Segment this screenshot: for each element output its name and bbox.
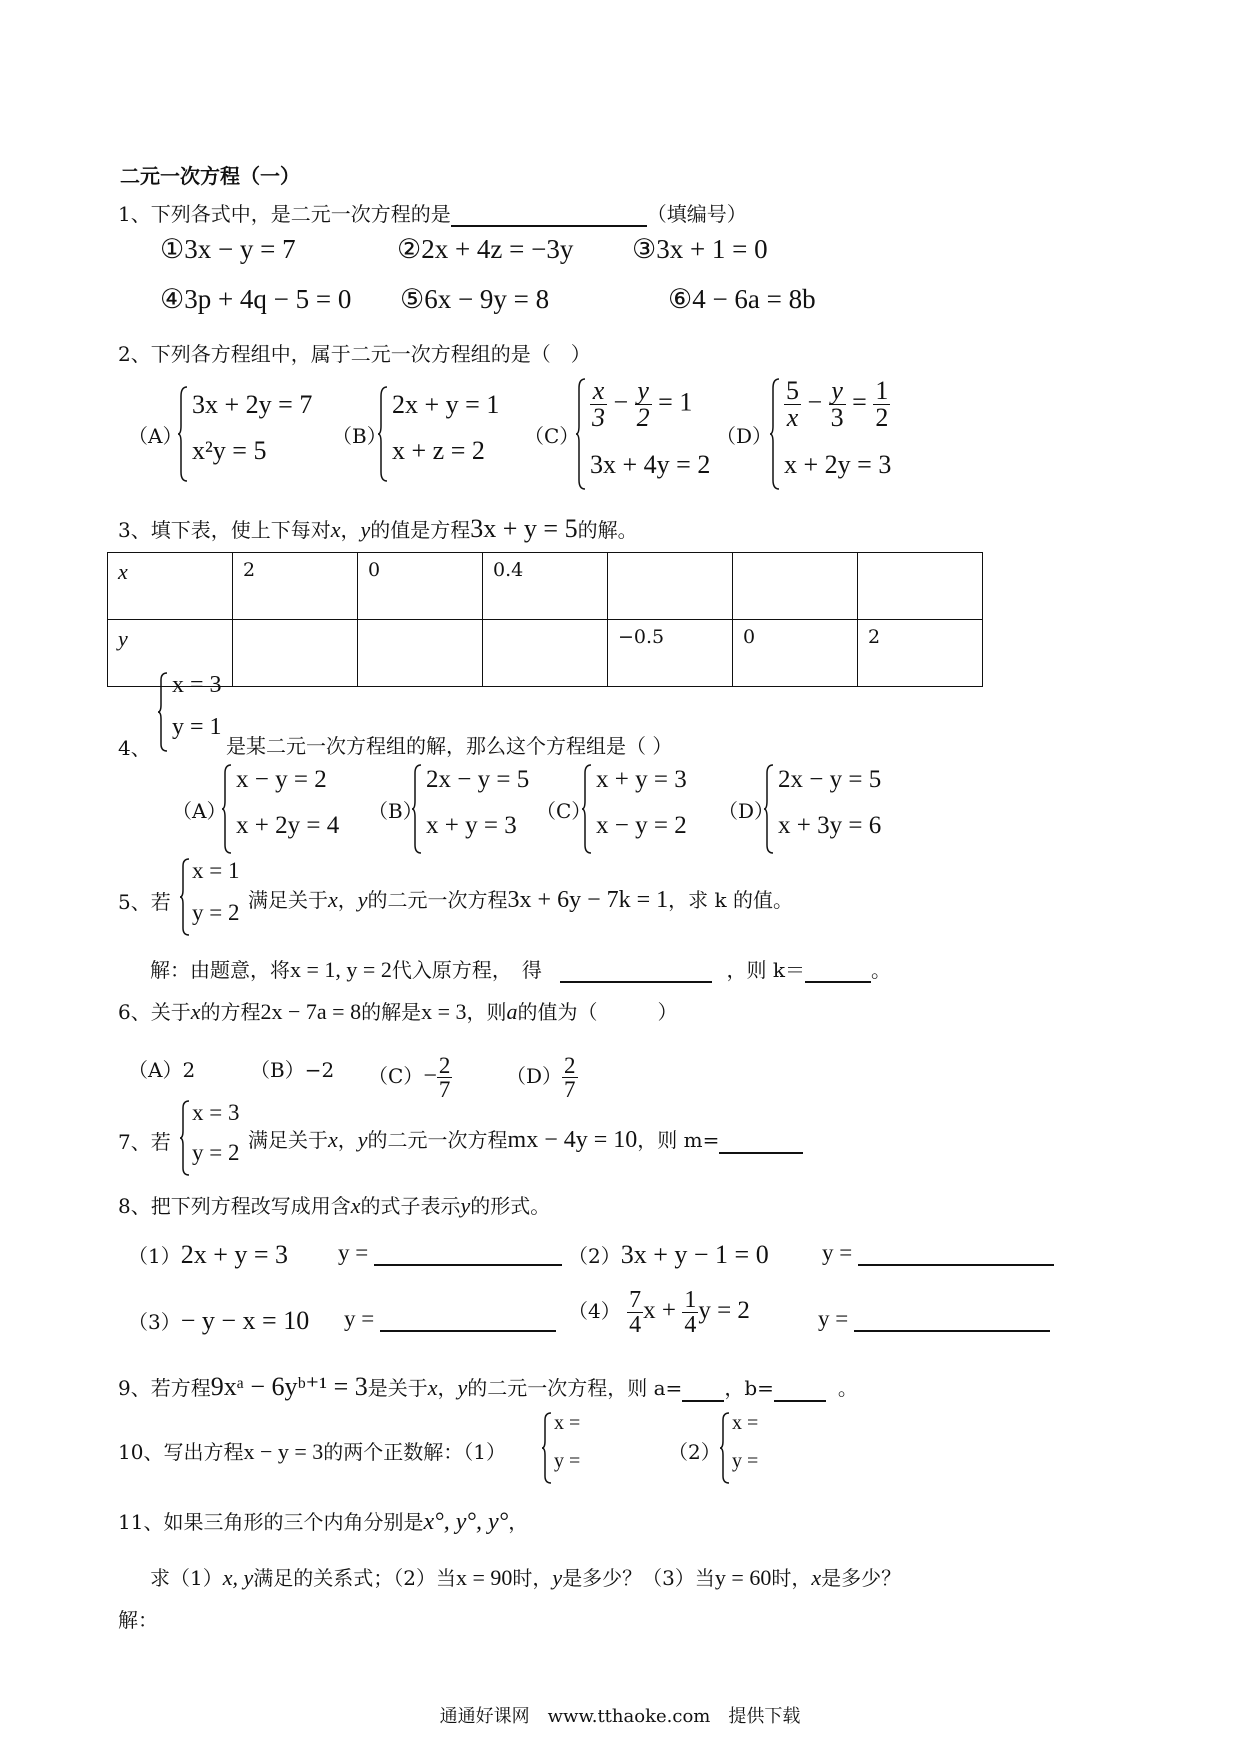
q8-answer-2-blank[interactable] <box>858 1242 1054 1266</box>
q3-comma: ， <box>340 518 361 542</box>
brace-icon <box>412 764 422 854</box>
q1-text: 下列各式中，是二元一次方程的是 <box>150 202 451 226</box>
q6-option-d[interactable]: （D） $\frac{2}{7}$ <box>506 1053 576 1102</box>
q4-label-b: （B） <box>368 799 423 823</box>
q11-subquestions: 求（1）x, y满足的关系式；（2）当x = 90时，y是多少？（3）当y = 60时，x是多少？ <box>150 1565 902 1590</box>
question-6: 6、关于x的方程2x − 7a = 8的解是x = 3，则a的值为（ ） <box>118 999 678 1024</box>
table-cell: 0.4 <box>483 553 608 620</box>
q3-equation: 3x + y = 5 <box>470 514 578 543</box>
q5-prefix: 5、若 <box>118 890 171 914</box>
q7-prefix: 7、若 <box>118 1130 171 1154</box>
q7-sol-x: x = 3 <box>192 1100 240 1125</box>
q2-system-d <box>770 378 920 490</box>
q9-a-blank[interactable] <box>682 1378 724 1402</box>
q2-b-line2: x + z = 2 <box>392 436 485 465</box>
q10-answer-1[interactable] <box>542 1412 612 1484</box>
q2-system-c <box>576 378 726 490</box>
q4-d-line1: 2x − y = 5 <box>778 766 882 793</box>
q5-equation-blank[interactable] <box>560 959 712 983</box>
brace-icon <box>180 1100 190 1176</box>
q1-number: 1、 <box>118 202 151 226</box>
table-cell: 0 <box>733 620 858 687</box>
q8-answer-3-blank[interactable] <box>380 1308 556 1332</box>
q1-answer-blank[interactable] <box>451 203 647 227</box>
q1-hint: （填编号） <box>646 202 747 226</box>
table-cell-input[interactable] <box>608 553 733 620</box>
q2-system-a <box>178 386 318 482</box>
q3-var-y: y <box>360 517 371 542</box>
brace-icon <box>180 858 190 936</box>
q11-answer-label: 解： <box>118 1608 158 1632</box>
q2-b-line1: 2x + y = 1 <box>392 390 500 419</box>
q3-text2: 的值是方程 <box>370 518 471 542</box>
brace-icon <box>542 1412 552 1484</box>
q2-label-b: （B） <box>332 424 387 448</box>
brace-icon <box>582 764 592 854</box>
q4-b-line2: x + y = 3 <box>426 812 517 839</box>
q9-b-blank[interactable] <box>774 1378 826 1402</box>
q1-item-4: ④3p + 4q − 5 = 0 <box>160 284 352 314</box>
table-cell: x <box>108 553 233 620</box>
q2-label-a: （A） <box>128 424 183 448</box>
question-2 <box>118 338 591 367</box>
question-10: 10、写出方程x − y = 3的两个正数解：（1） <box>118 1439 507 1464</box>
q2-text: 下列各方程组中，属于二元一次方程组的是（ ） <box>150 342 591 366</box>
brace-icon <box>178 386 188 482</box>
q3-text1: 填下表，使上下每对 <box>150 518 331 542</box>
q5-sol-y: y = 2 <box>192 900 240 925</box>
table-cell-input[interactable] <box>858 553 983 620</box>
q5-text: 满足关于x，y的二元一次方程3x + 6y − 7k = 1，求 k 的值。 <box>248 887 793 913</box>
q2-system-b <box>378 386 508 482</box>
q4-label-a: （A） <box>172 799 227 823</box>
q1-item-5: ⑤6x − 9y = 8 <box>400 284 550 314</box>
q4-a-line1: x − y = 2 <box>236 766 327 793</box>
q10-1-y[interactable]: y = <box>554 1450 581 1472</box>
question-8: 8、把下列方程改写成用含x的式子表示y的形式。 <box>118 1193 551 1218</box>
q1-item-6: ⑥4 − 6a = 8b <box>668 284 816 314</box>
table-cell: −0.5 <box>608 620 733 687</box>
q1-item-1: ①3x − y = 7 <box>160 234 296 264</box>
q4-system-d <box>764 764 904 854</box>
q2-d-line1: $\frac{5}{x}$ − $\frac{y}{3}$ = $\frac{1}{2}$ <box>786 376 889 432</box>
q3-var-x: x <box>330 517 341 542</box>
q4-a-line2: x + 2y = 4 <box>236 812 340 839</box>
brace-icon <box>378 386 388 482</box>
q7-sol-y: y = 2 <box>192 1140 240 1165</box>
q2-a-line2: x²y = 5 <box>192 436 267 465</box>
q5-answer-line: 解：由题意，将x = 1, y = 2代入原方程， 得 ，则 k＝ 。 <box>150 957 892 982</box>
question-3 <box>118 514 638 544</box>
q4-number: 4、 <box>118 736 151 760</box>
q4-label-c: （C） <box>536 799 592 823</box>
q7-text: 满足关于x，y的二元一次方程mx − 4y = 10，则 m= <box>248 1124 803 1154</box>
q8-part1-answer: y = <box>338 1240 562 1266</box>
brace-icon <box>764 764 774 854</box>
q6-option-c[interactable]: （C）− $\frac{2}{7}$ <box>368 1053 451 1102</box>
q6-option-b[interactable]: （B）−2 <box>250 1058 335 1082</box>
q4-system-c <box>582 764 712 854</box>
q3-table <box>107 552 983 687</box>
q3-number: 3、 <box>118 518 151 542</box>
q4-sol-x: x = 3 <box>172 672 222 698</box>
q3-text3: 的解。 <box>577 518 638 542</box>
table-cell: 0 <box>358 553 483 620</box>
q8-part2-answer: y = <box>822 1240 1054 1266</box>
q8-part2: （2）3x + y − 1 = 0 <box>568 1240 769 1269</box>
q10-1-x[interactable]: x = <box>554 1412 581 1434</box>
q10-answer-2[interactable] <box>720 1412 790 1484</box>
q2-c-line1: $\frac{x}{3}$ − $\frac{y}{2}$ = 1 <box>592 376 693 432</box>
brace-icon <box>158 672 168 752</box>
table-cell: 2 <box>233 553 358 620</box>
q5-sol-x: x = 1 <box>192 858 240 883</box>
table-cell: 2 <box>858 620 983 687</box>
q5-k-blank[interactable] <box>805 959 871 983</box>
q8-part1: （1）2x + y = 3 <box>128 1240 289 1269</box>
q6-option-a[interactable]: （A）2 <box>128 1058 196 1082</box>
q4-label-d: （D） <box>718 799 775 823</box>
q4-system-a <box>222 764 352 854</box>
q8-part3-answer: y = <box>344 1306 556 1332</box>
q4-d-line2: x + 3y = 6 <box>778 812 882 839</box>
page-footer: 通通好课网 www.tthaoke.com 提供下载 <box>439 1706 801 1727</box>
q10-2-x[interactable]: x = <box>732 1412 759 1434</box>
q2-d-line2: x + 2y = 3 <box>784 450 892 479</box>
table-cell-input[interactable] <box>483 620 608 687</box>
brace-icon <box>720 1412 730 1484</box>
q4-system-b <box>412 764 542 854</box>
question-11: 11、如果三角形的三个内角分别是x°, y°, y°， <box>118 1509 529 1535</box>
q4-c-line1: x + y = 3 <box>596 766 687 793</box>
brace-icon <box>222 764 232 854</box>
table-cell-input[interactable] <box>733 553 858 620</box>
q8-answer-4-blank[interactable] <box>854 1308 1050 1332</box>
q7-m-blank[interactable] <box>719 1130 803 1154</box>
q8-part3: （3）− y − x = 10 <box>128 1306 310 1335</box>
q8-answer-1-blank[interactable] <box>374 1242 562 1266</box>
q4-c-line2: x − y = 2 <box>596 812 687 839</box>
q2-a-line1: 3x + 2y = 7 <box>192 390 313 419</box>
table-row-x <box>108 553 983 620</box>
q2-number: 2、 <box>118 342 151 366</box>
table-cell: y <box>108 620 233 687</box>
brace-icon <box>576 378 586 490</box>
q2-c-line2: 3x + 4y = 2 <box>590 450 711 479</box>
q8-part4-answer: y = <box>818 1306 1050 1332</box>
q4-b-line1: 2x − y = 5 <box>426 766 530 793</box>
q10-2-y[interactable]: y = <box>732 1450 759 1472</box>
q1-item-3: ③3x + 1 = 0 <box>632 234 768 264</box>
q10-part2-label: （2） <box>668 1440 721 1464</box>
q2-label-c: （C） <box>524 424 580 448</box>
q4-sol-y: y = 1 <box>172 714 222 740</box>
q4-text: 是某二元一次方程组的解，那么这个方程组是（ ） <box>226 734 673 758</box>
brace-icon <box>770 378 780 490</box>
page-title: 二元一次方程（一） <box>120 164 300 188</box>
q1-item-2: ②2x + 4z = −3y <box>397 234 574 264</box>
q8-part4: （4） $\frac{7}{4}$ x + $\frac{1}{4}$ y = 2 <box>568 1287 750 1338</box>
question-1 <box>118 198 747 227</box>
table-cell-input[interactable] <box>358 620 483 687</box>
question-9: 9、若方程9xᵃ − 6yᵇ⁺¹ = 3是关于x，y的二元一次方程，则 a= ，b= 。 <box>118 1372 858 1401</box>
q2-label-d: （D） <box>716 424 773 448</box>
